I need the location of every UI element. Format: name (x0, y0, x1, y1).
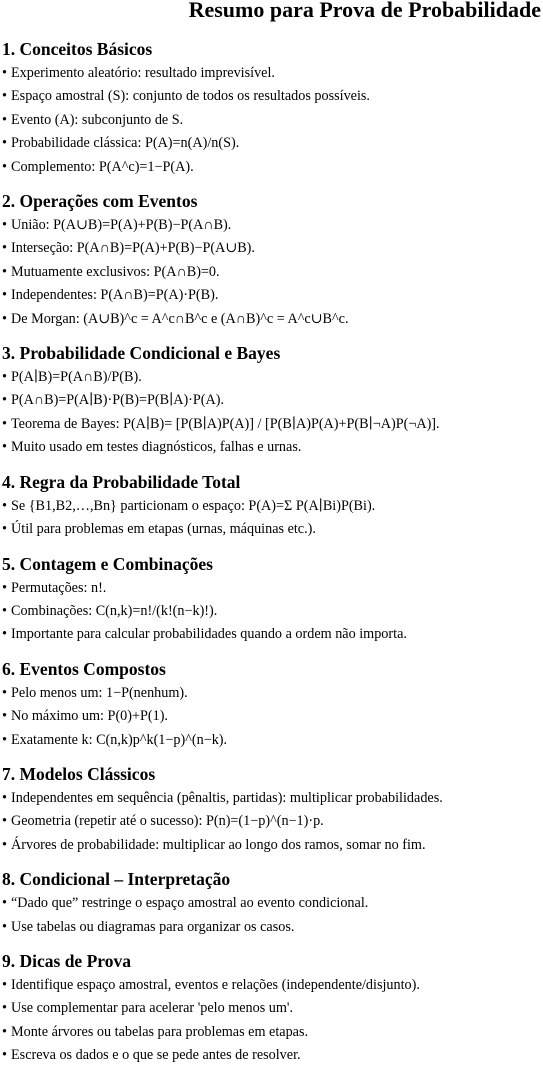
section-7 (2, 761, 542, 857)
bullet-item: • “Dado que” restringe o espaço amostral ao evento condicional. (2, 892, 542, 915)
section-9 (2, 948, 542, 1068)
section-1 (2, 36, 542, 179)
bullet-list (2, 495, 542, 542)
bullet-item: • Importante para calcular probabilidades quando a ordem não importa. (2, 623, 542, 646)
document-body (2, 36, 542, 1077)
bullet-item: • Complemento: P(A^c)=1−P(A). (2, 156, 542, 179)
section-heading: 7. Modelos Clássicos (2, 763, 156, 784)
bullet-item: • Monte árvores ou tabelas para problemas em etapas. (2, 1021, 542, 1044)
bullet-item: • Teorema de Bayes: P(A∣B)= [P(B∣A)P(A)] / [P(B∣A)P(A)+P(B∣¬A)P(¬A)]. (2, 413, 542, 436)
bullet-list (2, 682, 542, 752)
bullet-item: • União: P(A∪B)=P(A)+P(B)−P(A∩B). (2, 214, 542, 237)
bullet-item: • Evento (A): subconjunto de S. (2, 109, 542, 132)
bullet-item: • P(A∣B)=P(A∩B)/P(B). (2, 366, 542, 389)
section-heading: 4. Regra da Probabilidade Total (2, 471, 241, 492)
section-6 (2, 656, 542, 752)
bullet-item: • Exatamente k: C(n,k)p^k(1−p)^(n−k). (2, 729, 542, 752)
bullet-item: • Muito usado em testes diagnósticos, falhas e urnas. (2, 436, 542, 459)
section-heading: 2. Operações com Eventos (2, 191, 198, 212)
bullet-item: • Permutações: n!. (2, 577, 542, 600)
bullet-item: • Probabilidade clássica: P(A)=n(A)/n(S). (2, 132, 542, 155)
bullet-item: • Mutuamente exclusivos: P(A∩B)=0. (2, 261, 542, 284)
bullet-item: • Identifique espaço amostral, eventos e relações (independente/disjunto). (2, 974, 542, 997)
section-8 (2, 866, 542, 939)
bullet-item: • P(A∩B)=P(A∣B)·P(B)=P(B∣A)·P(A). (2, 389, 542, 412)
bullet-item: • No máximo um: P(0)+P(1). (2, 705, 542, 728)
section-heading: 6. Eventos Compostos (2, 658, 166, 679)
bullet-list (2, 787, 542, 857)
bullet-list (2, 577, 542, 647)
bullet-item: • Se {B1,B2,…,Bn} particionam o espaço: P(A)=Σ P(A∣Bi)P(Bi). (2, 495, 542, 518)
bullet-item: • Espaço amostral (S): conjunto de todos os resultados possíveis. (2, 85, 542, 108)
bullet-item: • Útil para problemas em etapas (urnas, máquinas etc.). (2, 518, 542, 541)
bullet-item: • Use tabelas ou diagramas para organizar os casos. (2, 916, 542, 939)
section-heading: 8. Condicional – Interpretação (2, 869, 231, 890)
document-title: Resumo para Prova de Probabilidade (188, 0, 541, 22)
bullet-item: • Use complementar para acelerar 'pelo menos um'. (2, 997, 542, 1020)
section-3 (2, 340, 542, 460)
bullet-item: • Geometria (repetir até o sucesso): P(n)=(1−p)^(n−1)·p. (2, 810, 542, 833)
bullet-list (2, 892, 542, 939)
section-2 (2, 188, 542, 331)
section-heading: 5. Contagem e Combinações (2, 553, 213, 574)
bullet-list (2, 214, 542, 331)
bullet-item: • Interseção: P(A∩B)=P(A)+P(B)−P(A∪B). (2, 237, 542, 260)
section-heading: 3. Probabilidade Condicional e Bayes (2, 343, 281, 364)
bullet-list (2, 62, 542, 179)
bullet-item: • Escreva os dados e o que se pede antes de resolver. (2, 1044, 542, 1067)
bullet-item: • Combinações: C(n,k)=n!/(k!(n−k)!). (2, 600, 542, 623)
bullet-list (2, 366, 542, 460)
bullet-item: • Independentes: P(A∩B)=P(A)·P(B). (2, 284, 542, 307)
bullet-item: • Independentes em sequência (pênaltis, partidas): multiplicar probabilidades. (2, 787, 542, 810)
bullet-item: • Pelo menos um: 1−P(nenhum). (2, 682, 542, 705)
section-heading: 1. Conceitos Básicos (2, 39, 153, 59)
section-4 (2, 469, 542, 542)
section-heading: 9. Dicas de Prova (2, 950, 131, 971)
bullet-item: • De Morgan: (A∪B)^c = A^c∩B^c e (A∩B)^c = A^c∪B^c. (2, 308, 542, 331)
bullet-item: • Experimento aleatório: resultado imprevisível. (2, 62, 542, 85)
bullet-item: • Árvores de probabilidade: multiplicar ao longo dos ramos, somar no fim. (2, 834, 542, 857)
section-5 (2, 551, 542, 647)
